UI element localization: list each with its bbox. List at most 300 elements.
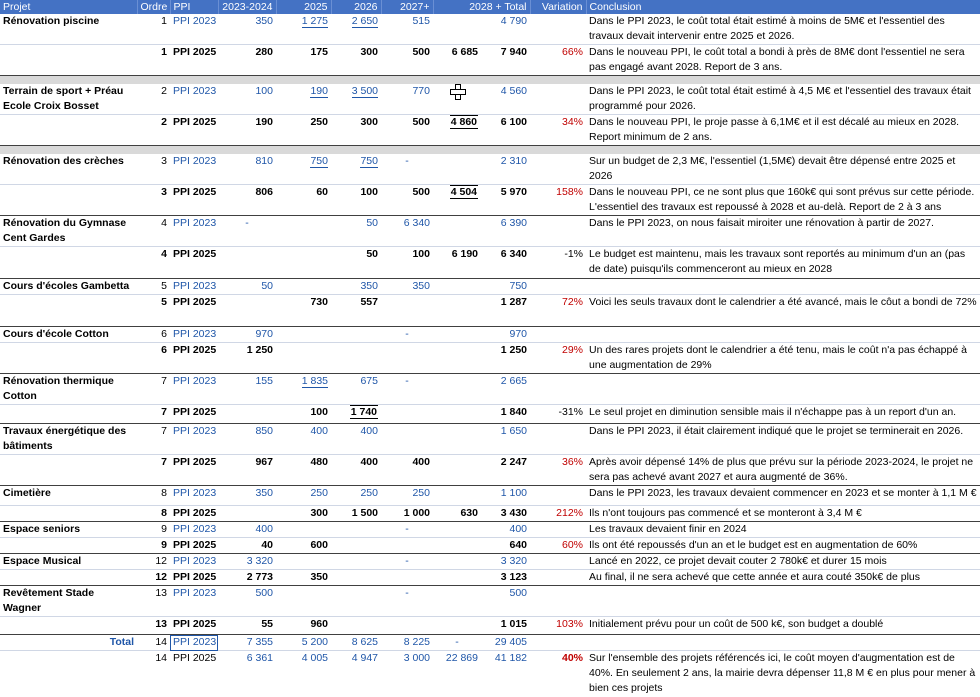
value-2023-2024[interactable] xyxy=(218,247,276,279)
value-total[interactable]: 1 015 xyxy=(481,617,530,635)
value-2027plus[interactable] xyxy=(381,295,433,327)
value-total[interactable]: 4 790 xyxy=(481,14,530,45)
value-2028plus[interactable] xyxy=(433,486,481,506)
value-total[interactable]: 970 xyxy=(481,327,530,343)
value-2028plus[interactable] xyxy=(433,154,481,185)
value-2028plus[interactable] xyxy=(433,570,481,586)
value-2028plus[interactable] xyxy=(433,424,481,455)
variation-cell[interactable]: -1% xyxy=(530,247,586,279)
ordre-cell[interactable]: 13 xyxy=(137,586,170,617)
project-name[interactable]: Terrain de sport + Préau Ecole Croix Bosset xyxy=(0,84,137,115)
ppi-cell[interactable]: PPI 2025 xyxy=(170,185,218,216)
ppi-cell[interactable]: PPI 2023 xyxy=(170,279,218,295)
conclusion-cell[interactable]: Dans le nouveau PPI, ce ne sont plus que 160k€ qui sont prévus sur cette période. L'essentiel des travaux est repoussé à 2028 et au-delà. Report de 2 à 3 ans xyxy=(586,185,980,216)
value-2023-2024[interactable]: 100 xyxy=(218,84,276,115)
col-header-variation[interactable]: Variation xyxy=(530,0,586,14)
value-2023-2024[interactable]: 2 773 xyxy=(218,570,276,586)
ppi-cell[interactable]: PPI 2025 xyxy=(170,506,218,522)
variation-cell[interactable]: 212% xyxy=(530,506,586,522)
ordre-cell[interactable]: 3 xyxy=(137,154,170,185)
value-2028plus[interactable] xyxy=(433,617,481,635)
ordre-cell[interactable]: 14 xyxy=(137,635,170,651)
value-2028plus[interactable]: - xyxy=(433,635,481,651)
value-2025[interactable]: 400 xyxy=(276,424,331,455)
value-2025[interactable] xyxy=(276,522,331,538)
conclusion-cell[interactable]: Ils ont été repoussés d'un an et le budget est en augmentation de 60% xyxy=(586,538,980,554)
value-2027plus[interactable] xyxy=(381,343,433,374)
project-name[interactable]: Rénovation du Gymnase Cent Gardes xyxy=(0,216,137,247)
value-2026[interactable]: 4 947 xyxy=(351,652,378,664)
ppi-cell[interactable]: PPI 2023 xyxy=(170,586,218,617)
value-2028plus[interactable] xyxy=(433,343,481,374)
value-2026[interactable]: 1 740 xyxy=(331,405,381,424)
value-2027plus[interactable]: 500 xyxy=(381,45,433,76)
value-total[interactable]: 4 560 xyxy=(481,84,530,115)
project-name[interactable]: Travaux énergétique des bâtiments xyxy=(0,424,137,455)
project-name[interactable]: Cours d'écoles Gambetta xyxy=(0,279,137,295)
variation-cell[interactable]: 40% xyxy=(562,652,584,664)
value-2028plus[interactable] xyxy=(433,554,481,570)
ordre-cell[interactable]: 14 xyxy=(155,652,167,664)
value-2028plus[interactable] xyxy=(433,405,481,424)
col-header-projet[interactable]: Projet xyxy=(0,0,137,14)
variation-cell[interactable] xyxy=(530,570,586,586)
conclusion-cell[interactable]: Dans le nouveau PPI, le proje passe à 6,1M€ et il est décalé au mieux en 2028. Report minimum de 2 ans. xyxy=(586,115,980,146)
value-2023-2024[interactable]: 350 xyxy=(218,14,276,45)
value-2023-2024[interactable]: 1 250 xyxy=(218,343,276,374)
table-row xyxy=(0,617,980,635)
value-2026[interactable]: 300 xyxy=(331,115,381,146)
value-2027plus[interactable]: 250 xyxy=(381,486,433,506)
value-2028plus[interactable] xyxy=(433,538,481,554)
value-2023-2024[interactable] xyxy=(218,295,276,327)
value-total[interactable]: 1 250 xyxy=(481,343,530,374)
value-2025[interactable] xyxy=(276,554,331,570)
value-2025[interactable] xyxy=(276,279,331,295)
ppi-cell[interactable]: PPI 2025 xyxy=(170,45,218,76)
value-2028plus[interactable]: 630 xyxy=(433,506,481,522)
ordre-cell[interactable]: 3 xyxy=(137,185,170,216)
col-header-2027plus[interactable]: 2027+ xyxy=(381,0,433,14)
ppi-cell[interactable]: PPI 2023 xyxy=(170,635,218,651)
project-name[interactable] xyxy=(0,506,137,522)
project-name[interactable] xyxy=(0,405,137,424)
value-2027plus[interactable]: 3 000 xyxy=(403,652,430,664)
ordre-cell[interactable]: 9 xyxy=(137,522,170,538)
project-name[interactable] xyxy=(0,343,137,374)
value-2023-2024[interactable]: 7 355 xyxy=(218,635,276,651)
value-total[interactable]: 7 940 xyxy=(481,45,530,76)
value-total[interactable]: 2 665 xyxy=(481,374,530,405)
value-total[interactable]: 640 xyxy=(481,538,530,554)
variation-cell[interactable]: 36% xyxy=(530,455,586,486)
variation-cell[interactable] xyxy=(530,154,586,185)
project-name[interactable]: Rénovation piscine xyxy=(0,14,137,45)
value-2026[interactable]: 100 xyxy=(331,185,381,216)
ordre-cell[interactable]: 12 xyxy=(137,570,170,586)
value-2028plus[interactable] xyxy=(433,279,481,295)
value-2023-2024[interactable]: 400 xyxy=(218,522,276,538)
ppi-cell[interactable]: PPI 2025 xyxy=(170,343,218,374)
value-2027plus[interactable]: 400 xyxy=(381,455,433,486)
value-2027plus[interactable]: 500 xyxy=(381,185,433,216)
value-2025[interactable]: 350 xyxy=(276,570,331,586)
table-row xyxy=(0,374,980,405)
value-2026[interactable]: 50 xyxy=(331,247,381,279)
value-2025[interactable] xyxy=(276,343,331,374)
value-2026[interactable]: 557 xyxy=(331,295,381,327)
variation-cell[interactable] xyxy=(530,374,586,405)
conclusion-cell[interactable]: Le seul projet en diminution sensible mais il n'échappe pas à un report d'un an. xyxy=(586,405,980,424)
value-2027plus[interactable]: 1 000 xyxy=(381,506,433,522)
variation-cell[interactable]: 60% xyxy=(530,538,586,554)
value-2023-2024[interactable]: - xyxy=(218,216,276,247)
value-2023-2024[interactable]: 50 xyxy=(218,279,276,295)
value-2023-2024[interactable]: 967 xyxy=(218,455,276,486)
variation-cell[interactable] xyxy=(530,279,586,295)
ordre-cell[interactable]: 4 xyxy=(137,216,170,247)
value-2023-2024[interactable] xyxy=(218,506,276,522)
conclusion-cell[interactable]: Après avoir dépensé 14% de plus que prévu sur la période 2023-2024, le projet ne sera pas achevé avant 2027 et aura augmenté de 36%. xyxy=(586,455,980,486)
ordre-cell[interactable]: 7 xyxy=(137,405,170,424)
value-2023-2024[interactable]: 3 320 xyxy=(218,554,276,570)
variation-cell[interactable]: 34% xyxy=(530,115,586,146)
value-2025[interactable]: 100 xyxy=(276,405,331,424)
project-name[interactable]: Rénovation thermique Cotton xyxy=(0,374,137,405)
value-total[interactable]: 2 310 xyxy=(481,154,530,185)
ppi-cell[interactable]: PPI 2025 xyxy=(170,455,218,486)
value-2026[interactable] xyxy=(331,327,381,343)
value-2027plus[interactable]: - xyxy=(381,522,433,538)
variation-cell[interactable] xyxy=(530,424,586,455)
value-2028plus[interactable] xyxy=(433,327,481,343)
value-2028plus[interactable] xyxy=(433,522,481,538)
project-name[interactable]: Espace Musical xyxy=(0,554,137,570)
value-2026[interactable]: 2 650 xyxy=(331,14,381,45)
project-name[interactable] xyxy=(0,185,137,216)
ordre-cell[interactable]: 5 xyxy=(137,295,170,327)
variation-cell[interactable]: -31% xyxy=(530,405,586,424)
value-total[interactable]: 6 100 xyxy=(481,115,530,146)
value-2023-2024[interactable]: 350 xyxy=(218,486,276,506)
value-2027plus[interactable]: 100 xyxy=(381,247,433,279)
value-2028plus[interactable] xyxy=(433,216,481,247)
value-2027plus[interactable]: 8 225 xyxy=(381,635,433,651)
value-2028plus[interactable]: 6 685 xyxy=(433,45,481,76)
value-total[interactable]: 29 405 xyxy=(481,635,530,651)
project-name[interactable]: Cimetière xyxy=(0,486,137,506)
value-total[interactable]: 750 xyxy=(481,279,530,295)
value-total[interactable]: 500 xyxy=(481,586,530,617)
variation-cell[interactable] xyxy=(530,635,586,651)
ppi-cell[interactable]: PPI 2025 xyxy=(170,617,218,635)
value-2028plus[interactable] xyxy=(433,455,481,486)
value-2028plus[interactable] xyxy=(433,586,481,617)
value-2025[interactable]: 1 835 xyxy=(276,374,331,405)
value-2027plus[interactable] xyxy=(381,405,433,424)
project-name[interactable] xyxy=(0,651,137,697)
ppi-cell[interactable]: PPI 2025 xyxy=(170,295,218,327)
value-2025[interactable] xyxy=(276,216,331,247)
value-2023-2024[interactable] xyxy=(218,405,276,424)
conclusion-cell[interactable] xyxy=(586,586,980,617)
variation-cell[interactable] xyxy=(530,84,586,115)
conclusion-cell[interactable]: Initialement prévu pour un coût de 500 k€, son budget a doublé xyxy=(586,617,980,635)
value-2028plus[interactable]: 4 504 xyxy=(433,185,481,216)
value-total[interactable]: 41 182 xyxy=(494,652,528,664)
ppi-cell[interactable]: PPI 2025 xyxy=(170,247,218,279)
ppi-cell[interactable]: PPI 2025 xyxy=(170,115,218,146)
ppi-cell[interactable]: PPI 2025 xyxy=(170,405,218,424)
col-header-ordre[interactable]: Ordre xyxy=(137,0,170,14)
value-2026[interactable] xyxy=(331,343,381,374)
ordre-cell[interactable]: 1 xyxy=(137,45,170,76)
ordre-cell[interactable]: 7 xyxy=(137,424,170,455)
value-2025[interactable]: 60 xyxy=(276,185,331,216)
project-name[interactable] xyxy=(0,115,137,146)
ordre-cell[interactable]: 2 xyxy=(137,84,170,115)
variation-cell[interactable]: 158% xyxy=(530,185,586,216)
project-name[interactable] xyxy=(0,570,137,586)
value-2023-2024[interactable]: 40 xyxy=(218,538,276,554)
value-2026[interactable] xyxy=(331,538,381,554)
value-2025[interactable]: 5 200 xyxy=(276,635,331,651)
value-total[interactable]: 2 247 xyxy=(481,455,530,486)
ordre-cell[interactable]: 12 xyxy=(137,554,170,570)
conclusion-cell[interactable]: Le budget est maintenu, mais les travaux sont reportés au minimum d'un an (pas de date) puisqu'ils commenceront au mieux en 2028 xyxy=(586,247,980,279)
conclusion-cell[interactable]: Dans le PPI 2023, le coût total était estimé à 4,5 M€ et l'essentiel des travaux était programmé pour 2026. xyxy=(586,84,980,115)
variation-cell[interactable] xyxy=(530,554,586,570)
value-2026[interactable]: 400 xyxy=(331,424,381,455)
value-total[interactable]: 3 320 xyxy=(481,554,530,570)
value-2027plus[interactable]: - xyxy=(381,554,433,570)
variation-cell[interactable]: 66% xyxy=(530,45,586,76)
value-2026[interactable]: 8 625 xyxy=(331,635,381,651)
value-2026[interactable] xyxy=(331,570,381,586)
value-total[interactable]: 1 840 xyxy=(481,405,530,424)
value-2027plus[interactable]: - xyxy=(381,327,433,343)
ppi-cell[interactable]: PPI 2023 xyxy=(170,84,218,115)
ppi-cell[interactable]: PPI 2023 xyxy=(170,374,218,405)
value-2023-2024[interactable]: 55 xyxy=(218,617,276,635)
value-total[interactable]: 6 340 xyxy=(481,247,530,279)
value-2026[interactable]: 50 xyxy=(331,216,381,247)
value-2027plus[interactable] xyxy=(381,570,433,586)
ordre-cell[interactable]: 7 xyxy=(137,455,170,486)
conclusion-cell[interactable]: Dans le PPI 2023, il était clairement indiqué que le projet se terminerait en 2026. xyxy=(586,424,980,455)
value-2025[interactable]: 250 xyxy=(276,115,331,146)
value-2027plus[interactable] xyxy=(381,424,433,455)
project-name[interactable]: Espace seniors xyxy=(0,522,137,538)
value-2027plus[interactable]: 500 xyxy=(381,115,433,146)
conclusion-cell[interactable] xyxy=(586,327,980,343)
value-2028plus[interactable] xyxy=(433,14,481,45)
value-2025[interactable]: 1 275 xyxy=(276,14,331,45)
value-total[interactable]: 1 100 xyxy=(481,486,530,506)
ppi-cell[interactable]: PPI 2023 xyxy=(170,14,218,45)
value-2026[interactable]: 675 xyxy=(331,374,381,405)
value-total[interactable]: 3 430 xyxy=(481,506,530,522)
value-2026[interactable]: 250 xyxy=(331,486,381,506)
value-total[interactable]: 6 390 xyxy=(481,216,530,247)
value-2027plus[interactable] xyxy=(381,538,433,554)
ppi-cell[interactable]: PPI 2023 xyxy=(170,216,218,247)
value-2028plus[interactable] xyxy=(433,374,481,405)
ordre-cell[interactable]: 7 xyxy=(137,374,170,405)
value-2026[interactable] xyxy=(331,522,381,538)
project-name[interactable] xyxy=(0,538,137,554)
value-2027plus[interactable] xyxy=(381,617,433,635)
ordre-cell[interactable]: 9 xyxy=(137,538,170,554)
value-2028plus[interactable] xyxy=(433,84,481,115)
value-2025[interactable] xyxy=(276,327,331,343)
value-2023-2024[interactable]: 810 xyxy=(218,154,276,185)
project-name[interactable]: Cours d'école Cotton xyxy=(0,327,137,343)
value-2023-2024[interactable]: 280 xyxy=(218,45,276,76)
ppi-cell[interactable]: PPI 2025 xyxy=(173,652,217,664)
value-2027plus[interactable]: 515 xyxy=(381,14,433,45)
value-total[interactable]: 3 123 xyxy=(481,570,530,586)
col-header-2026[interactable]: 2026 xyxy=(331,0,381,14)
value-2025[interactable]: 750 xyxy=(276,154,331,185)
value-2025[interactable]: 480 xyxy=(276,455,331,486)
value-2023-2024[interactable]: 6 361 xyxy=(246,652,273,664)
variation-cell[interactable] xyxy=(530,14,586,45)
conclusion-cell[interactable]: Lancé en 2022, ce projet devait couter 2 780k€ et durer 15 mois xyxy=(586,554,980,570)
project-name[interactable] xyxy=(0,45,137,76)
ordre-cell[interactable]: 6 xyxy=(137,327,170,343)
table-row xyxy=(0,554,980,570)
value-2023-2024[interactable]: 970 xyxy=(218,327,276,343)
conclusion-cell[interactable]: Un des rares projets dont le calendrier a été tenu, mais le coût n'a pas échappé à une augmentation de 29% xyxy=(586,343,980,374)
value-2025[interactable] xyxy=(276,247,331,279)
project-name[interactable] xyxy=(0,247,137,279)
value-2023-2024[interactable]: 155 xyxy=(218,374,276,405)
project-name[interactable] xyxy=(0,455,137,486)
value-2027plus[interactable]: - xyxy=(381,154,433,185)
conclusion-cell[interactable] xyxy=(586,279,980,295)
col-header-2023-2024[interactable]: 2023-2024 xyxy=(218,0,276,14)
ordre-cell[interactable]: 8 xyxy=(137,486,170,506)
variation-cell[interactable] xyxy=(530,586,586,617)
value-2025[interactable] xyxy=(276,586,331,617)
value-2026[interactable]: 1 500 xyxy=(331,506,381,522)
value-2027plus[interactable]: - xyxy=(381,374,433,405)
value-2023-2024[interactable]: 190 xyxy=(218,115,276,146)
total-label[interactable]: Total xyxy=(0,635,137,651)
value-2023-2024[interactable]: 850 xyxy=(218,424,276,455)
value-2026[interactable]: 350 xyxy=(331,279,381,295)
ppi-cell[interactable]: PPI 2023 xyxy=(170,154,218,185)
conclusion-cell[interactable]: Dans le PPI 2023, le coût total était estimé à moins de 5M€ et l'essentiel des travaux devait intervenir entre 2025 et 2026. xyxy=(586,14,980,45)
col-header-conclusion[interactable]: Conclusion xyxy=(586,0,980,14)
ordre-cell[interactable]: 5 xyxy=(137,279,170,295)
variation-cell[interactable]: 103% xyxy=(530,617,586,635)
value-2026[interactable]: 300 xyxy=(331,45,381,76)
value-total[interactable]: 1 650 xyxy=(481,424,530,455)
conclusion-cell[interactable]: Sur un budget de 2,3 M€, l'essentiel (1,5M€) devait être dépensé entre 2025 et 2026 xyxy=(586,154,980,185)
value-2023-2024[interactable]: 500 xyxy=(218,586,276,617)
value-2026[interactable] xyxy=(331,586,381,617)
conclusion-cell[interactable] xyxy=(586,374,980,405)
value-2025[interactable]: 175 xyxy=(276,45,331,76)
value-total[interactable]: 5 970 xyxy=(481,185,530,216)
ordre-cell[interactable]: 8 xyxy=(137,506,170,522)
project-name[interactable]: Rénovation des crèches xyxy=(0,154,137,185)
value-2025[interactable]: 960 xyxy=(276,617,331,635)
ppi-cell[interactable]: PPI 2023 xyxy=(170,486,218,506)
value-2025[interactable]: 730 xyxy=(276,295,331,327)
ordre-cell[interactable]: 2 xyxy=(137,115,170,146)
value-2023-2024[interactable]: 806 xyxy=(218,185,276,216)
table-row xyxy=(0,522,980,538)
value-2028plus[interactable]: 4 860 xyxy=(433,115,481,146)
col-header-2028-total[interactable]: 2028 + Total xyxy=(433,0,530,14)
value-total[interactable]: 400 xyxy=(481,522,530,538)
variation-cell[interactable] xyxy=(530,327,586,343)
conclusion-cell[interactable]: Au final, il ne sera achevé que cette année et aura couté 350k€ de plus xyxy=(586,570,980,586)
value-2027plus[interactable]: 6 340 xyxy=(381,216,433,247)
value-2027plus[interactable]: - xyxy=(381,586,433,617)
value-total[interactable]: 1 287 xyxy=(481,295,530,327)
project-name[interactable] xyxy=(0,617,137,635)
value-2026[interactable]: 3 500 xyxy=(331,84,381,115)
conclusion-cell[interactable]: Sur l'ensemble des projets référencés ici, le coût moyen d'augmentation est de 40%. En seulement 2 ans, la mairie devra dépenser 11,8 M € en plus pour mener à bien ces projets xyxy=(589,652,976,694)
ppi-cell[interactable]: PPI 2025 xyxy=(170,570,218,586)
ppi-cell[interactable]: PPI 2025 xyxy=(170,538,218,554)
project-name[interactable]: Revêtement Stade Wagner xyxy=(0,586,137,617)
value-2027plus[interactable]: 770 xyxy=(381,84,433,115)
ordre-cell[interactable]: 13 xyxy=(137,617,170,635)
ordre-cell[interactable]: 6 xyxy=(137,343,170,374)
ppi-cell[interactable]: PPI 2023 xyxy=(170,424,218,455)
conclusion-cell[interactable] xyxy=(586,635,980,651)
value-2025[interactable]: 300 xyxy=(276,506,331,522)
conclusion-cell[interactable]: Dans le nouveau PPI, le coût total a bondi à près de 8M€ dont l'essentiel ne sera pas engagé avant 2028. Report de 3 ans. xyxy=(586,45,980,76)
value-2028plus[interactable] xyxy=(433,295,481,327)
conclusion-cell[interactable]: Dans le PPI 2023, les travaux devaient commencer en 2023 et se monter à 1,1 M € xyxy=(586,486,980,506)
ppi-cell[interactable]: PPI 2023 xyxy=(170,327,218,343)
value-2028plus[interactable]: 22 869 xyxy=(445,652,478,664)
conclusion-cell[interactable]: Les travaux devaient finir en 2024 xyxy=(586,522,980,538)
variation-cell[interactable]: 72% xyxy=(530,295,586,327)
variation-cell[interactable] xyxy=(530,522,586,538)
variation-cell[interactable]: 29% xyxy=(530,343,586,374)
value-2025[interactable]: 190 xyxy=(276,84,331,115)
conclusion-cell[interactable]: Dans le PPI 2023, on nous faisait miroiter une rénovation à partir de 2027. xyxy=(586,216,980,247)
value-2026[interactable]: 400 xyxy=(331,455,381,486)
value-2026[interactable]: 750 xyxy=(331,154,381,185)
ordre-cell[interactable]: 1 xyxy=(137,14,170,45)
col-header-ppi[interactable]: PPI xyxy=(170,0,218,14)
value-2028plus[interactable]: 6 190 xyxy=(433,247,481,279)
value-2026[interactable] xyxy=(331,554,381,570)
variation-cell[interactable] xyxy=(530,216,586,247)
ppi-cell[interactable]: PPI 2023 xyxy=(170,522,218,538)
conclusion-cell[interactable]: Ils n'ont toujours pas commencé et se monteront à 3,4 M € xyxy=(586,506,980,522)
project-name[interactable] xyxy=(0,295,137,327)
value-2025[interactable]: 250 xyxy=(276,486,331,506)
variation-cell[interactable] xyxy=(530,486,586,506)
value-2025[interactable]: 600 xyxy=(276,538,331,554)
ordre-cell[interactable]: 4 xyxy=(137,247,170,279)
ppi-cell[interactable]: PPI 2023 xyxy=(170,554,218,570)
col-header-2025[interactable]: 2025 xyxy=(276,0,331,14)
value-2025[interactable]: 4 005 xyxy=(301,652,328,664)
value-2026[interactable] xyxy=(331,617,381,635)
conclusion-cell[interactable]: Voici les seuls travaux dont le calendrier a été avancé, mais le côut a bondi de 72% xyxy=(586,295,980,327)
value-2027plus[interactable]: 350 xyxy=(381,279,433,295)
